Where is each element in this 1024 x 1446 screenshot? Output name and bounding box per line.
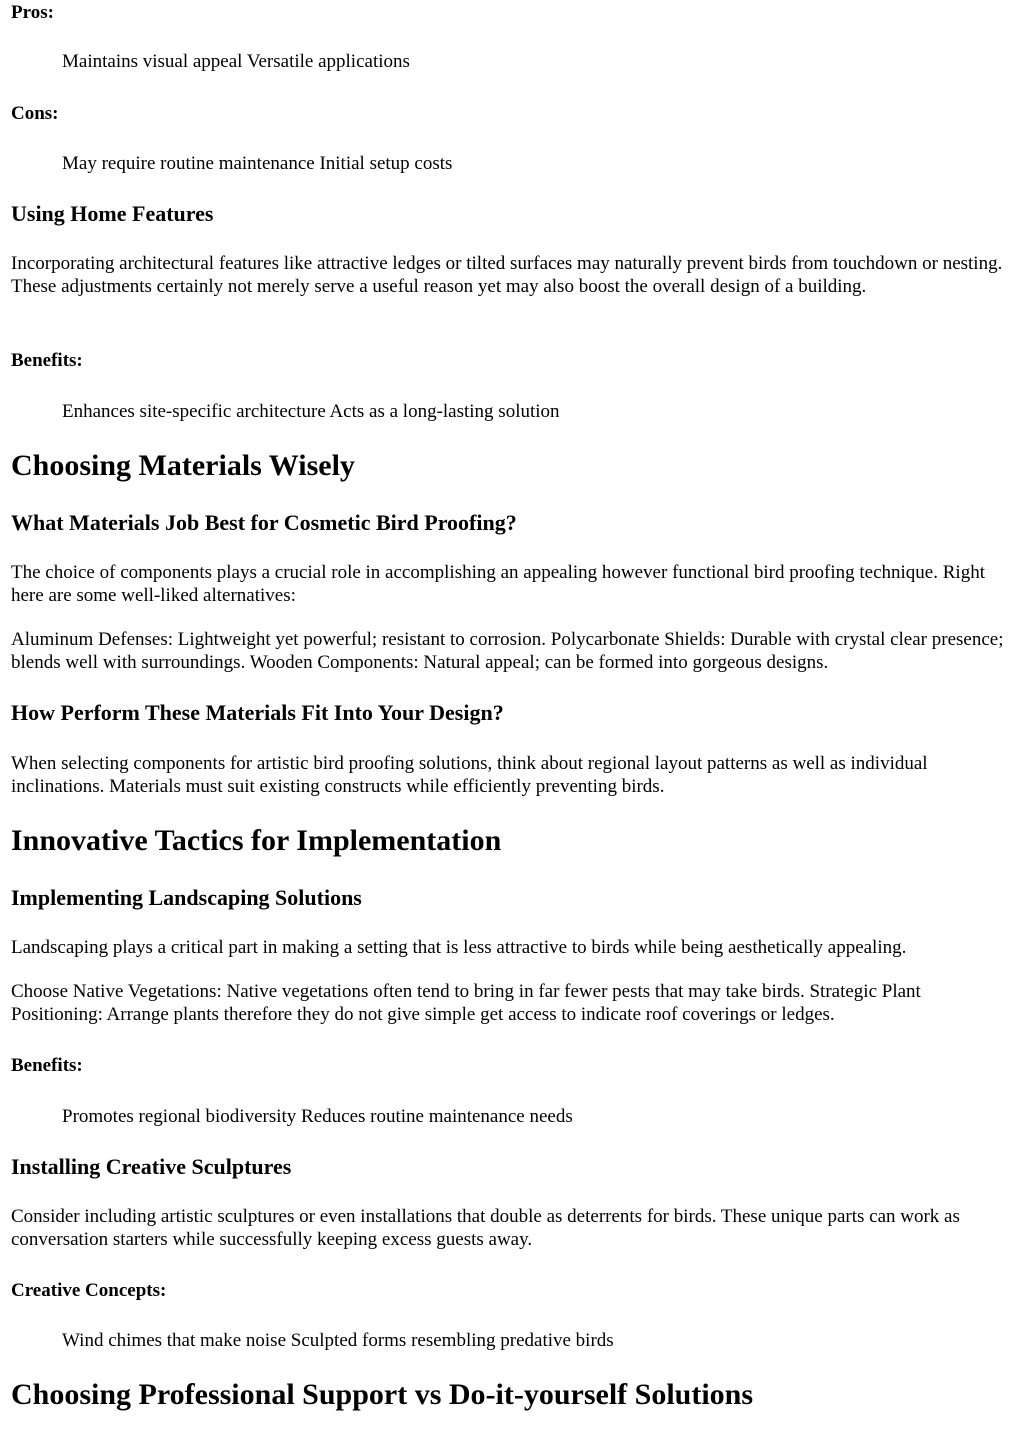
landscaping-para1: Landscaping plays a critical part in making a setting that is less attractive to birds while being aesthetically appealing. [11,937,907,958]
creative-concepts-items: Wind chimes that make noise Sculpted forms resembling predative birds [62,1330,614,1351]
home-features-paragraph: Incorporating architectural features like attractive ledges or tilted surfaces may naturally prevent birds from touchdown or nesting. These adjustments certainly not merely serve a useful reason yet may also boost the overall design of a building. [11,253,1003,297]
landscaping-benefits-items: Promotes regional biodiversity Reduces routine maintenance needs [62,1106,573,1127]
home-features-heading: Using Home Features [11,201,214,226]
cons-items: May require routine maintenance Initial setup costs [62,153,453,174]
home-features-benefits-items: Enhances site-specific architecture Acts as a long-lasting solution [62,401,560,422]
landscaping-para2: Choose Native Vegetations: Native vegetations often tend to bring in far fewer pests that may take birds. Strategic Plant Positioning: Arrange plants therefore they do not give simple get access to indicate roof coverings or ledges. [11,981,921,1025]
sculptures-heading: Installing Creative Sculptures [11,1154,292,1179]
landscaping-heading: Implementing Landscaping Solutions [11,885,362,910]
materials-sub1-para1: The choice of components plays a crucial role in accomplishing an appealing however functional bird proofing technique. Right here are some well-liked alternatives: [11,562,985,606]
home-features-benefits-label: Benefits: [11,350,83,371]
innovative-heading: Innovative Tactics for Implementation [11,824,502,857]
materials-heading: Choosing Materials Wisely [11,449,355,482]
materials-sub2-heading: How Perform These Materials Fit Into Your Design? [11,700,504,725]
materials-sub1-heading: What Materials Job Best for Cosmetic Bird Proofing? [11,510,517,535]
materials-sub1-para2: Aluminum Defenses: Lightweight yet powerful; resistant to corrosion. Polycarbonate Shields: Durable with crystal clear presence; blends well with surroundings. Wooden Components: Natural appeal; can be formed into gorgeous designs. [11,629,1004,673]
pros-items: Maintains visual appeal Versatile applications [62,51,410,72]
professional-heading: Choosing Professional Support vs Do-it-yourself Solutions [11,1378,754,1411]
sculptures-paragraph: Consider including artistic sculptures or even installations that double as deterrents for birds. These unique parts can work as conversation starters while successfully keeping excess guests away. [11,1206,960,1250]
creative-concepts-label: Creative Concepts: [11,1280,167,1301]
materials-sub2-para: When selecting components for artistic bird proofing solutions, think about regional layout patterns as well as individual inclinations. Materials must suit existing constructs while efficiently preventing birds. [11,753,928,797]
cons-label: Cons: [11,103,59,124]
landscaping-benefits-label: Benefits: [11,1055,83,1076]
pros-label: Pros: [11,2,54,23]
